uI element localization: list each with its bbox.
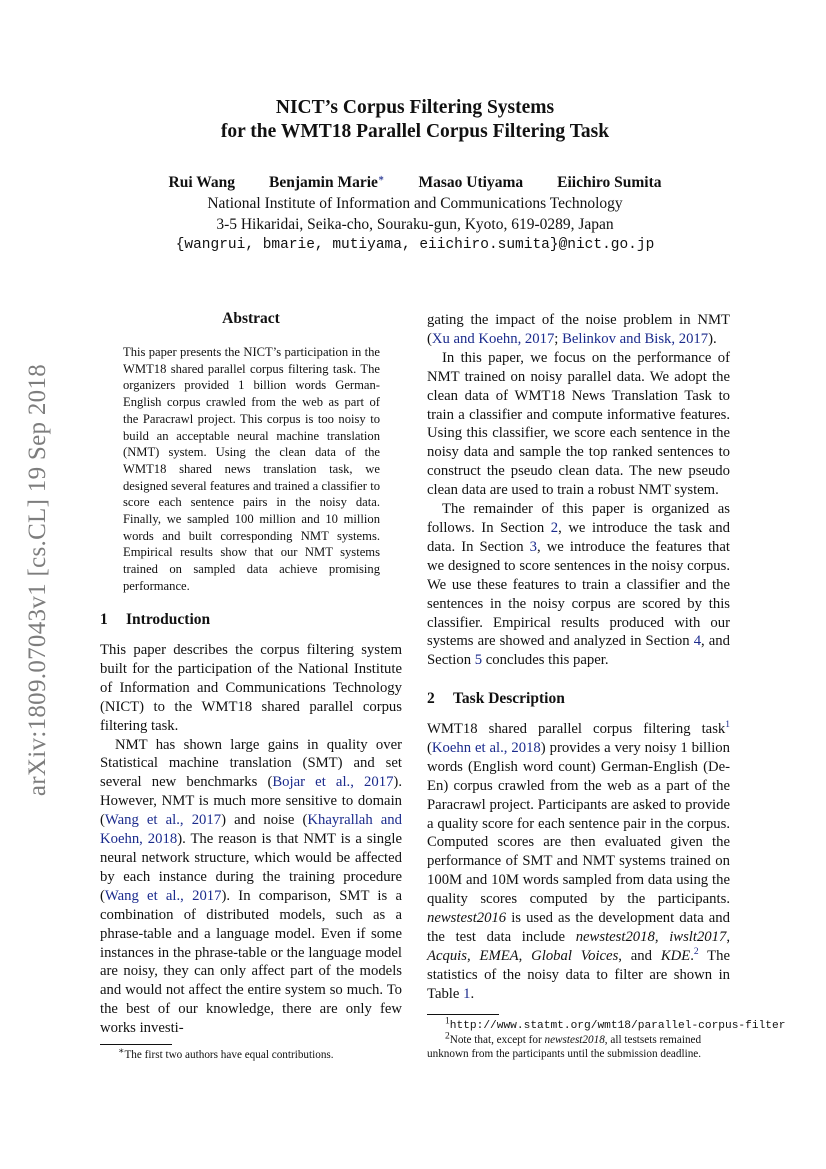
author-block [100,172,730,256]
footnote-2-mark[interactable]: 2 [693,946,699,957]
dataset-acquis: Acquis [427,947,467,964]
task-text-c: ) provides a very noisy 1 billion words (English word count) German-English (De-En) corpus crawled from the web as a part of the Paracrawl project. Participants are asked to provide a quality score for each sentence pair in the corpus. Computed scores are then evaluated given the performance of SMT and NMT systems trained on 100M and 10M words sampled from data using the quality scores computed by the participants. [427,739,730,908]
left-footnote [100,1048,402,1062]
p4-text-c: , we introduce the features that we designed to score sentences in the noisy corpus. We use these features to train a classifier and the sentences in the noisy corpus are scored by this classifier. Empirical results produced with our systems are showed and analyzed in Section [427,538,730,650]
footnote-1-label: 1 [445,1016,450,1027]
footnote-2-text-b: , all testsets remained [604,1034,702,1046]
abstract-heading: Abstract [222,310,280,327]
abstract-text: This paper presents the NICT’s participation in the WMT18 shared parallel corpus filtering task. The organizers provided 1 billion words German-English corpus crawled from the web as part of the Paracrawl project. This corpus is too noisy to build an acceptable neural machine translation (NMT) system. Using the clean data of the WMT18 shared news translation task, we designed several features and trained a classifier to score each sentence pairs in the noisy data. Finally, we sampled 100 million and 10 million words and built corresponding NMT systems. Empirical results show that our NMT systems trained on sampled data achieve promising performance. [123,345,380,593]
affiliation: National Institute of Information and Communications Technology [207,195,623,212]
citation-wang-2017-b[interactable]: Wang et al., 2017 [104,887,222,904]
author-2-footnote-mark[interactable]: ∗ [377,173,385,184]
left-footnote-line [100,1048,402,1062]
task-sep-6: . [690,947,694,964]
p4-text-e: concludes this paper. [482,652,609,669]
cont-text-a: gating the impact of the noise problem in NMT ( [427,312,730,347]
footnote-2-line-2: unknown from the participants until the submission deadline. [427,1048,702,1060]
cont-text-b: ). [708,330,717,347]
intro-paragraph-3: In this paper, we focus on the performance of NMT trained on noisy parallel data. We adopt the clean data of WMT18 News Translation Task to train a classifier and compute informative features. Using this classifier, we score each sentence in the noisy data and sample the top ranked sentences to construct the pseudo clean data. The new pseudo clean data are used to train a robust NMT system. [427,349,730,499]
ref-section-5[interactable]: 5 [474,652,483,669]
footnote-1-url-link[interactable]: http://www.statmt.org/wmt18/parallel-corpus-filter [449,1020,786,1032]
author-1: Rui Wang [168,174,235,191]
footnote-2-text-a: Note that, except for [449,1034,545,1046]
section-1-title: Introduction [126,611,211,628]
ref-section-2[interactable]: 2 [550,519,559,536]
cont-separator: ; [554,330,563,347]
task-text-a: WMT18 shared parallel corpus filtering task [427,721,726,737]
task-sep-3: , [466,947,480,964]
right-column-body [427,311,730,670]
ref-section-4[interactable]: 4 [693,633,702,650]
section-2-title: Task Description [453,690,565,707]
intro-p2-text-b: ). However, NMT is much more sensitive to domain ( [100,774,402,829]
address: 3-5 Hikaridai, Seika-cho, Souraku-gun, Kyoto, 619-0289, Japan [216,216,614,233]
footnote-2-label: 2 [445,1031,450,1042]
citation-koehn-2018[interactable]: Koehn et al., 2018 [431,739,541,756]
citation-xu-2017[interactable]: Xu and Koehn, 2017 [431,330,555,347]
ref-table-1[interactable]: 1 [463,985,471,1002]
email: {wangrui, bmarie, mutiyama, eiichiro.sumita}@nict.go.jp [175,237,655,253]
citation-bojar-2017[interactable]: Bojar et al., 2017 [272,774,394,791]
intro-continuation [427,311,730,349]
dataset-emea: EMEA [479,947,519,964]
arxiv-identifier-text: arXiv:1809.07043v1 [cs.CL] 19 Sep 2018 [24,363,51,797]
intro-p2-text-e: ). In comparison, SMT is a combination of distributed models, such as a phrase-table and a language model. Even if some instances in the phrase-table or the language model are noisy, they can only affect part of the models and would not affect the entire system so much. To the best of our knowledge, there are only few works investi- [100,887,402,1037]
citation-khayrallah-2018[interactable]: Khayrallah and Koehn, 2018 [100,812,402,848]
section-2-heading [427,690,730,708]
dataset-newstest2018: newstest2018 [575,928,655,945]
task-text-d: is used as the development data and the test data include [427,910,730,945]
intro-p2-text-a: NMT has shown large gains in quality over Statistical machine translation (SMT) and set several new benchmarks ( [100,736,402,791]
intro-paragraph-2 [100,736,402,1039]
dataset-iwslt2017: iwslt2017 [669,928,727,945]
intro-paragraph-1: This paper describes the corpus filtering system built for the participation of the National Institute of Information and Communications Technology (NICT) to the WMT18 shared parallel corpus filtering task. [100,642,402,734]
right-footnotes [427,1018,826,1061]
task-paragraph-1 [427,720,730,1004]
section-2-number: 2 [427,690,435,707]
task-sep-4: , [518,947,532,964]
author-2-name: Benjamin Marie [269,174,378,191]
task-sep-2: , [726,928,730,945]
paper-title [100,96,730,144]
left-footnote-mark: ∗ [118,1046,125,1057]
intro-p2-text-d: ). The reason is that NMT is a single neural network structure, which would be affected by each instance during the training procedure ( [100,831,402,904]
introduction-body [100,641,402,1038]
footnote-2 [427,1033,826,1047]
dataset-global-voices: Global Voices [531,947,619,964]
section-1-heading [100,611,402,629]
right-footnote-rule [427,1014,499,1015]
task-sep-5: , and [618,947,661,964]
footnote-1 [427,1018,826,1033]
title-line-2: for the WMT18 Parallel Corpus Filtering Task [220,121,610,142]
section-1-number: 1 [100,611,108,628]
ref-section-3[interactable]: 3 [529,538,537,555]
task-text-g: . [470,985,475,1002]
citation-wang-2017[interactable]: Wang et al., 2017 [104,812,222,829]
author-2 [269,174,385,191]
dataset-newstest2016: newstest2016 [427,910,507,927]
author-3: Masao Utiyama [418,174,524,191]
title-line-1: NICT’s Corpus Filtering Systems [275,97,555,118]
author-4: Eiichiro Sumita [557,174,662,191]
task-text-f: The statistics of the noisy data to filter are shown in Table [427,947,730,1002]
intro-p2-text-c: ) and noise ( [221,812,308,829]
task-description-body [427,720,730,1004]
p4-text-a: The remainder of this paper is organized as follows. In Section [427,501,730,536]
author-names [100,172,730,193]
task-sep-1: , [654,928,670,945]
citation-belinkov-2017[interactable]: Belinkov and Bisk, 2017 [562,330,709,347]
left-footnote-rule [100,1044,172,1045]
footnote-1-mark[interactable]: 1 [725,720,730,731]
left-footnote-text: The first two authors have equal contributions. [124,1049,334,1061]
task-text-b: ( [427,739,432,756]
p4-text-d: , and Section [427,633,730,669]
intro-paragraph-4 [427,500,730,670]
dataset-kde: KDE [660,947,691,964]
footnote-2-italic: newstest2018 [544,1034,605,1046]
p4-text-b: , we introduce the task and data. In Section [427,519,730,555]
arxiv-identifier [18,320,58,840]
